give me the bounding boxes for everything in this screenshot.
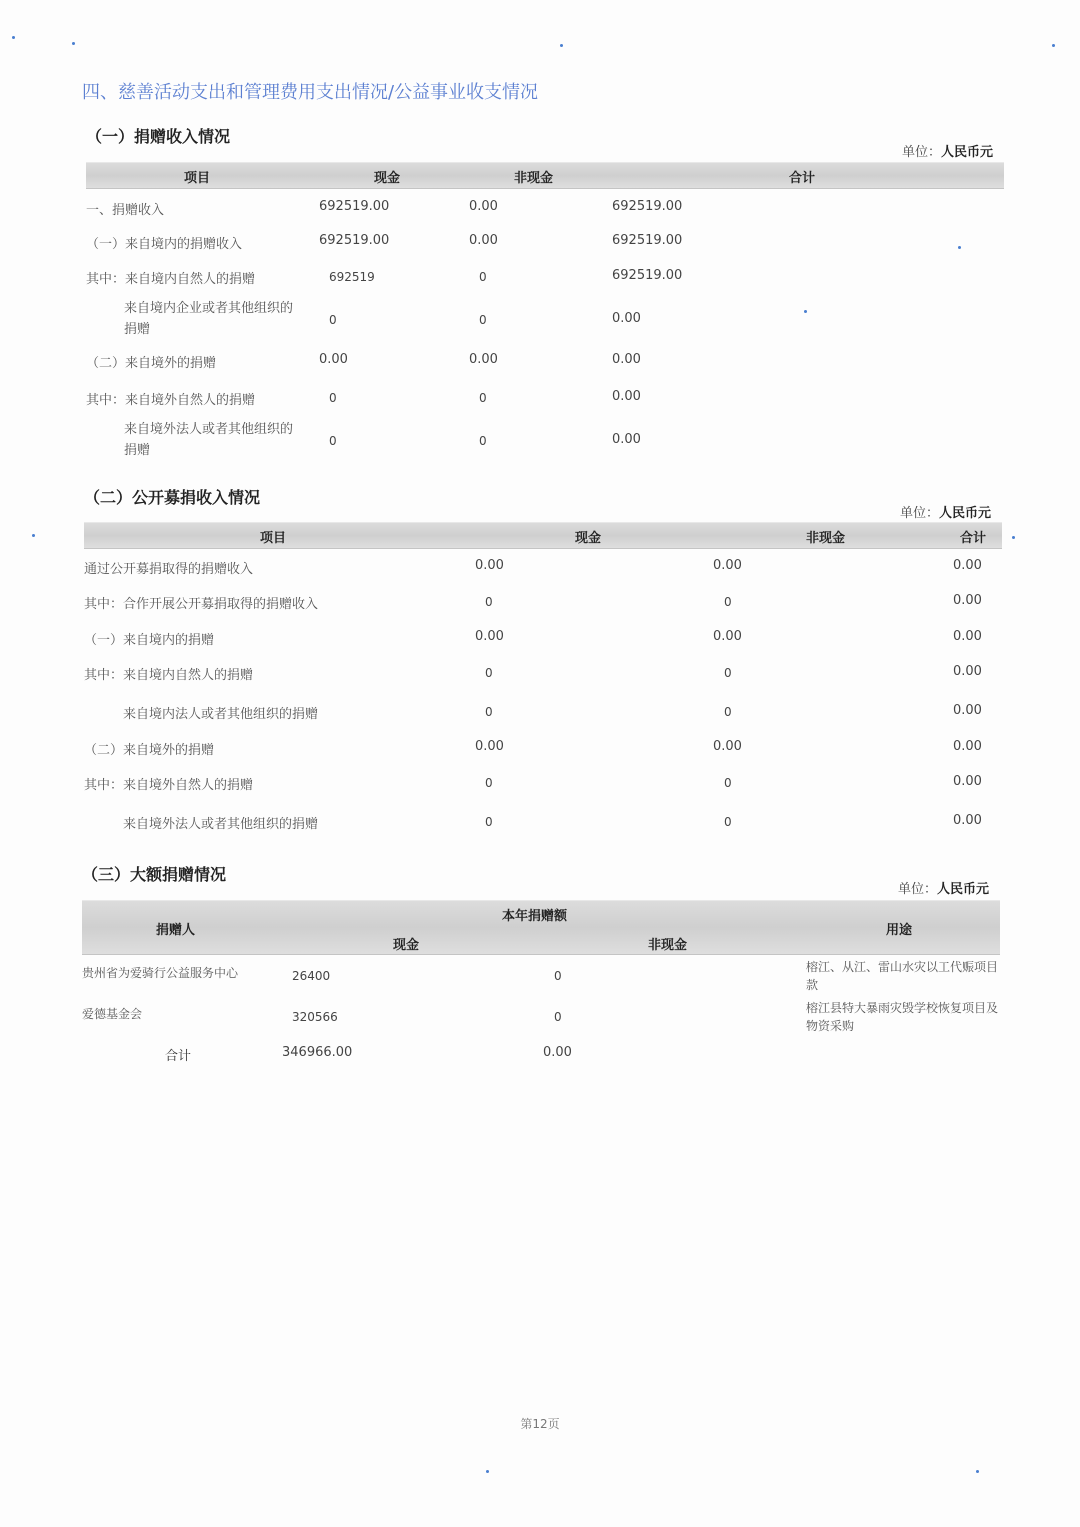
- table-cell-cash: 320566: [292, 1010, 338, 1024]
- table-cell-cash: 0: [329, 434, 337, 448]
- table-cell-cash: 0.00: [475, 739, 504, 754]
- section2-header-band: [84, 522, 1002, 549]
- table-cell-cash: 0: [485, 815, 493, 829]
- unit-value: 人民币元: [939, 506, 992, 521]
- table-cell-total: 692519.00: [612, 233, 683, 248]
- table-cell-total: 0.00: [612, 352, 641, 367]
- section2-unit: [900, 502, 991, 521]
- table-row-label: （二）来自境外的捐赠: [86, 356, 217, 371]
- unit-label: 单位：: [902, 145, 942, 160]
- scan-speck: [72, 42, 75, 45]
- table-cell-noncash: 0: [724, 815, 732, 829]
- table-cell-cash: 0: [485, 776, 493, 790]
- table-cell-noncash: 0.00: [469, 233, 498, 248]
- s1-header-cash: 现金: [374, 171, 401, 186]
- table-cell-noncash: 0: [554, 1010, 562, 1024]
- s1-header-item: 项目: [184, 171, 211, 186]
- s2-header-noncash: 非现金: [806, 531, 846, 546]
- table-row-label: 其中：来自境内自然人的捐赠: [84, 668, 254, 683]
- table-cell-total: 0.00: [953, 664, 982, 679]
- s3-header-cash: 现金: [393, 938, 420, 953]
- table-cell-noncash: 0.00: [713, 558, 742, 573]
- section3-title: （三）大额捐赠情况: [82, 865, 227, 884]
- scan-speck: [1012, 536, 1015, 539]
- table-cell-noncash: 0: [479, 434, 487, 448]
- scan-speck: [486, 1470, 489, 1473]
- scan-speck: [1052, 44, 1055, 47]
- table-cell-noncash: 0: [479, 270, 487, 284]
- s2-header-cash: 现金: [575, 531, 602, 546]
- scan-speck: [12, 36, 15, 39]
- s1-header-noncash: 非现金: [514, 171, 554, 186]
- total-cash: 346966.00: [282, 1045, 353, 1060]
- section2-title: （二）公开募捐收入情况: [84, 488, 261, 507]
- table-cell-total: 0.00: [953, 739, 982, 754]
- table-cell-cash: 0: [329, 391, 337, 405]
- table-cell-total: 692519.00: [612, 199, 683, 214]
- table-cell-noncash: 0.00: [469, 199, 498, 214]
- table-cell-total: 692519.00: [612, 268, 683, 283]
- table-cell-noncash: 0.00: [713, 629, 742, 644]
- table-row-label: 其中：来自境外自然人的捐赠: [86, 393, 256, 408]
- s3-header-amount-group: 本年捐赠额: [502, 909, 568, 924]
- table-cell-total: 0.00: [612, 389, 641, 404]
- s3-header-noncash: 非现金: [648, 938, 688, 953]
- table-cell-total: 0.00: [953, 703, 982, 718]
- table-cell-cash: 0.00: [475, 629, 504, 644]
- table-row-label: （一）来自境内的捐赠: [84, 633, 215, 648]
- table-cell-cash: 0: [485, 705, 493, 719]
- table-cell-noncash: 0: [724, 595, 732, 609]
- page-number: 第12页: [520, 1417, 560, 1431]
- table-cell-noncash: 0.00: [713, 739, 742, 754]
- donor-name: 爱德基金会: [82, 1007, 143, 1021]
- table-row-label: 其中：来自境外自然人的捐赠: [84, 778, 254, 793]
- page-heading: 四、慈善活动支出和管理费用支出情况/公益事业收支情况: [82, 82, 539, 103]
- scan-speck: [804, 310, 807, 313]
- table-cell-total: 0.00: [953, 593, 982, 608]
- table-cell-cash: 0: [485, 595, 493, 609]
- scan-speck: [32, 534, 35, 537]
- table-cell-cash: 0: [485, 666, 493, 680]
- table-cell-total: 0.00: [953, 774, 982, 789]
- unit-value: 人民币元: [941, 145, 994, 160]
- table-row-label: 来自境内企业或者其他组织的捐赠: [124, 301, 294, 337]
- table-row-label: 来自境外法人或者其他组织的捐赠: [124, 422, 294, 458]
- s3-header-purpose: 用途: [886, 923, 913, 938]
- scan-speck: [958, 246, 961, 249]
- s3-header-donor: 捐赠人: [156, 923, 196, 938]
- s2-header-item: 项目: [260, 531, 287, 546]
- table-row-label: 来自境内法人或者其他组织的捐赠: [123, 707, 319, 722]
- table-cell-noncash: 0: [479, 391, 487, 405]
- table-cell-cash: 692519.00: [319, 199, 390, 214]
- table-cell-total: 0.00: [953, 629, 982, 644]
- table-cell-noncash: 0: [554, 969, 562, 983]
- section1-unit: [902, 141, 993, 160]
- section1-title: （一）捐赠收入情况: [86, 127, 231, 146]
- table-cell-total: 0.00: [612, 311, 641, 326]
- total-noncash: 0.00: [543, 1045, 572, 1060]
- table-cell-cash: 0.00: [475, 558, 504, 573]
- unit-value: 人民币元: [937, 882, 990, 897]
- table-row-label: 来自境外法人或者其他组织的捐赠: [123, 817, 319, 832]
- total-label: 合计: [165, 1049, 192, 1064]
- table-row-label: 通过公开募捐取得的捐赠收入: [84, 562, 254, 577]
- scan-speck: [976, 1470, 979, 1473]
- donation-purpose: 榕江县特大暴雨灾毁学校恢复项目及物资采购: [806, 1001, 999, 1033]
- table-cell-noncash: 0: [724, 666, 732, 680]
- table-cell-noncash: 0: [724, 776, 732, 790]
- donation-purpose: 榕江、从江、雷山水灾以工代赈项目款: [806, 960, 999, 992]
- table-row-label: （二）来自境外的捐赠: [84, 743, 215, 758]
- unit-label: 单位：: [900, 506, 940, 521]
- table-cell-cash: 692519.00: [319, 233, 390, 248]
- table-cell-cash: 26400: [292, 969, 331, 983]
- table-cell-cash: 0.00: [319, 352, 348, 367]
- table-cell-noncash: 0: [724, 705, 732, 719]
- s2-header-total: 合计: [960, 531, 987, 546]
- table-row-label: 其中：来自境内自然人的捐赠: [86, 272, 256, 287]
- table-cell-total: 0.00: [612, 432, 641, 447]
- donor-name: 贵州省为爱骑行公益服务中心: [82, 966, 239, 980]
- table-cell-cash: 0: [329, 313, 337, 327]
- table-cell-cash: 692519: [329, 270, 375, 284]
- table-row-label: （一）来自境内的捐赠收入: [86, 237, 243, 252]
- table-cell-total: 0.00: [953, 813, 982, 828]
- table-cell-noncash: 0: [479, 313, 487, 327]
- s1-header-total: 合计: [789, 171, 816, 186]
- table-row-label: 其中：合作开展公开募捐取得的捐赠收入: [84, 597, 319, 612]
- unit-label: 单位：: [898, 882, 938, 897]
- table-cell-noncash: 0.00: [469, 352, 498, 367]
- table-cell-total: 0.00: [953, 558, 982, 573]
- scan-speck: [560, 44, 563, 47]
- section3-unit: [898, 878, 989, 897]
- table-row-label: 一、捐赠收入: [86, 203, 165, 218]
